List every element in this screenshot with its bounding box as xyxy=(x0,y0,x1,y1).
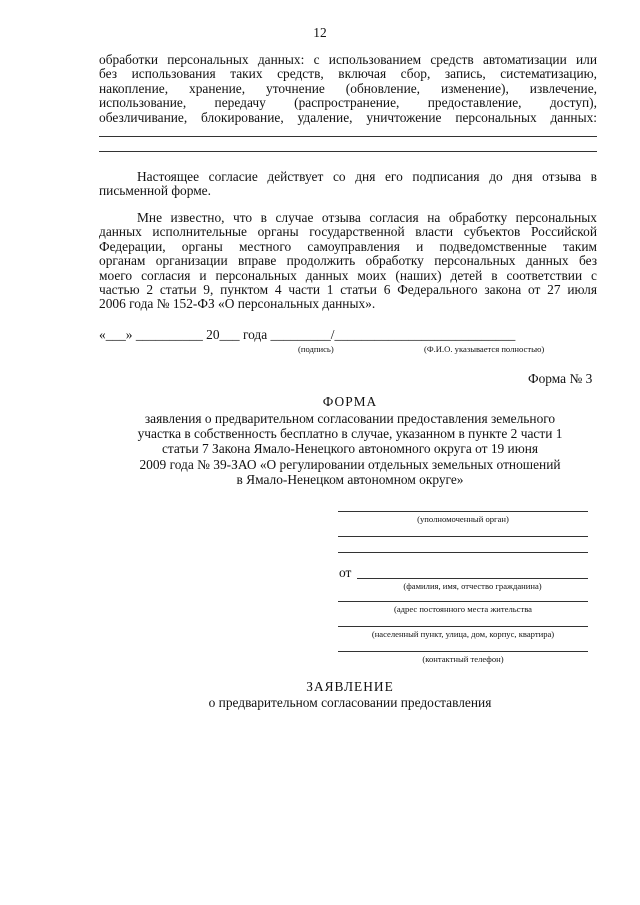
address-caption: (адрес постоянного места жительства xyxy=(394,604,532,614)
phone-line xyxy=(338,651,588,652)
text-line: заявления о предварительном согласовании предоставления земельного xyxy=(144,411,556,426)
statement-title: ЗАЯВЛЕНИЕ xyxy=(306,679,394,694)
text-line: Федерации, органы местного самоуправления и подведомственные таким xyxy=(99,238,597,254)
text-line: накопление, хранение, уточнение (обновление, изменение), извлечение, xyxy=(99,80,597,96)
address-detail-caption: (населенный пункт, улица, дом, корпус, квартира) xyxy=(371,629,555,639)
text-line: использование, передачу (распространение, предоставление, доступ), xyxy=(99,95,597,111)
text-line: Настоящее согласие действует со дня его подписания до дня отзыва в xyxy=(137,169,597,184)
text-line: участка в собственность бесплатно в случае, указанном в пункте 2 части 1 xyxy=(137,426,563,442)
from-label: от xyxy=(339,565,352,580)
text-line: обработки персональных данных: с использованием средств автоматизации или xyxy=(99,52,597,67)
fill-in-line xyxy=(99,136,597,137)
signature-caption: (подпись) xyxy=(298,344,334,354)
page-number: 12 xyxy=(313,25,327,40)
text-line: 2009 года № 39-ЗАО «О регулировании отдельных земельных отношений xyxy=(139,456,561,472)
form-subtitle xyxy=(100,411,600,487)
text-line: без использования таких средств, включая сбор, запись, систематизацию, xyxy=(99,66,597,82)
phone-caption: (контактный телефон) xyxy=(422,654,504,664)
paragraph-withdrawal-notice xyxy=(99,211,597,312)
text-line: органам организации вправе продолжить обработку персональных данных без xyxy=(99,253,597,269)
paragraph-consent-validity xyxy=(99,170,597,199)
form-number-label: Форма № 3 xyxy=(528,371,593,386)
statement-subtitle: о предварительном согласовании предоставления xyxy=(208,695,492,710)
applicant-name-line xyxy=(357,578,588,579)
text-line: данных исполнительные органы государственной власти субъектов Российской xyxy=(99,224,597,240)
applicant-caption: (фамилия, имя, отчество гражданина) xyxy=(403,581,542,591)
paragraph-processing-actions xyxy=(99,53,597,125)
signature-date-line: «___» __________ 20___ года _________/___________________________ xyxy=(99,327,516,342)
fio-caption: (Ф.И.О. указывается полностью) xyxy=(424,344,545,354)
text-line: статьи 7 Закона Ямало-Ненецкого автономного округа от 19 июня xyxy=(161,441,539,457)
text-line: письменной форме. xyxy=(99,183,211,199)
text-line: моего согласия и персональных данных моих (наших) детей в соответствии с xyxy=(99,267,597,283)
authority-caption: (уполномоченный орган) xyxy=(417,514,509,524)
text-line: в Ямало-Ненецком автономном округе» xyxy=(236,471,464,487)
fill-in-line xyxy=(99,151,597,152)
address-detail-line xyxy=(338,626,588,627)
address-line xyxy=(338,601,588,602)
text-line: 2006 года № 152-ФЗ «О персональных данных». xyxy=(99,296,376,312)
text-line: частью 2 статьи 9, пунктом 4 части 1 статьи 6 Федерального закона от 27 июля xyxy=(99,282,597,298)
text-line: обезличивание, блокирование, удаление, уничтожение персональных данных: xyxy=(99,109,597,125)
form-title: ФОРМА xyxy=(322,394,378,409)
authority-line xyxy=(338,511,588,512)
text-line: Мне известно, что в случае отзыва согласия на обработку персональных xyxy=(137,210,597,225)
fill-in-line xyxy=(338,552,588,553)
fill-in-line xyxy=(338,536,588,537)
